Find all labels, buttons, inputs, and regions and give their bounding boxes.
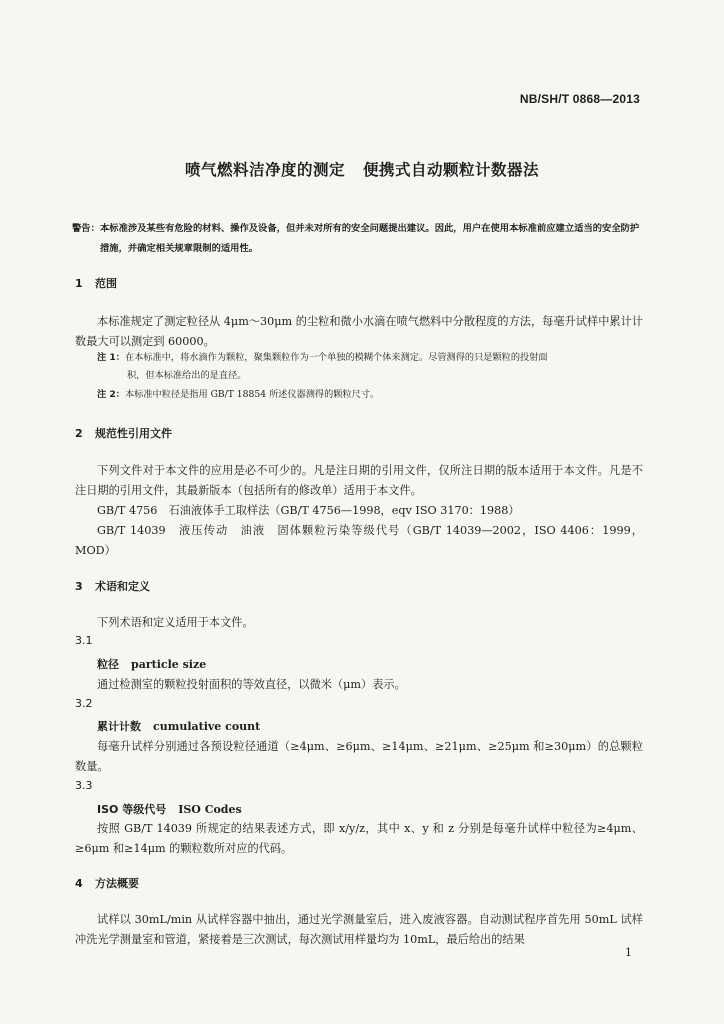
section-2-number: 2 [75,427,83,440]
section-3-title: 术语和定义 [95,580,150,593]
section-2-title: 规范性引用文件 [95,427,172,440]
term-3-2 [97,718,260,734]
section-4-number: 4 [75,877,83,890]
term-3-3-en: ISO Codes [178,803,242,816]
warning-label: 警告： [72,223,100,234]
term-3-2-cn: 累计计数 [97,720,141,733]
note-1-line1: 在本标准中，将水滴作为颗粒，聚集颗粒作为一个单独的模糊个体来测定。尽管测得的只是颗粒的投射面 [124,352,548,363]
section-1-paragraph: 本标准规定了测定粒径从 4μm～30μm 的尘粒和微小水滴在喷气燃料中分散程度的方法，每毫升试样中累计计数最大可以测定到 60000。 [75,315,643,348]
page-number: 1 [625,946,632,959]
term-3-2-en: cumulative count [153,720,261,733]
note-2-label: 注 2： [97,389,125,400]
document-title [0,158,724,180]
section-3-heading [75,578,150,594]
term-3-1-number: 3.1 [75,634,93,647]
term-3-2-definition: 每毫升试样分别通过各预设粒径通道（≥4μm、≥6μm、≥14μm、≥21μm、≥25μm 和≥30μm）的总颗粒数量。 [75,740,643,773]
section-4-heading [75,875,139,891]
section-3-paragraph: 下列术语和定义适用于本文件。 [97,616,254,629]
section-4-paragraph: 试样以 30mL/min 从试样容器中抽出，通过光学测量室后，进入废液容器。自动测试程序首先用 50mL 试样冲洗光学测量室和管道，紧接着是三次测试，每次测试用样量均为 10mL，最后给出的结果 [75,913,643,946]
note-1 [97,349,643,385]
term-3-1-en: particle size [131,658,207,671]
warning-block [72,219,645,259]
warning-text: 本标准涉及某些有危险的材料、操作及设备，但并未对所有的安全问题提出建议。因此，用户在使用本标准前应建立适当的安全防护措施，并确定相关规章限制的适用性。 [100,223,640,254]
reference-1: GB/T 4756 石油液体手工取样法（GB/T 4756—1998，eqv ISO 3170：1988） [97,504,520,517]
term-3-3 [97,801,242,817]
term-3-3-cn: ISO 等级代号 [97,803,167,816]
standard-code: NB/SH/T 0868—2013 [519,92,640,106]
title-main: 喷气燃料洁净度的测定 [184,161,345,179]
note-2 [97,386,643,404]
term-3-1-cn: 粒径 [97,658,119,671]
note-1-line2: 积，但本标准给出的是直径。 [127,370,247,381]
section-4-title: 方法概要 [95,877,139,890]
note-2-text: 本标准中粒径是指用 GB/T 18854 所述仪器测得的颗粒尺寸。 [124,389,380,400]
reference-2: GB/T 14039 液压传动 油液 固体颗粒污染等级代号（GB/T 14039—2002，ISO 4406：1999，MOD） [75,524,643,557]
section-2-heading [75,425,172,441]
title-sub: 便携式自动颗粒计数器法 [363,161,540,179]
note-1-label: 注 1： [97,352,125,363]
section-2-paragraph: 下列文件对于本文件的应用是必不可少的。凡是注日期的引用文件，仅所注日期的版本适用于本文件。凡是不注日期的引用文件，其最新版本（包括所有的修改单）适用于本文件。 [75,464,643,497]
term-3-2-number: 3.2 [75,697,93,710]
section-1-heading [75,275,117,291]
section-3-number: 3 [75,580,83,593]
section-1-number: 1 [75,277,83,290]
term-3-3-number: 3.3 [75,779,93,792]
term-3-1-definition: 通过检测室的颗粒投射面积的等效直径，以微米（μm）表示。 [97,678,406,691]
term-3-1 [97,656,206,672]
term-3-3-definition: 按照 GB/T 14039 所规定的结果表述方式，即 x/y/z，其中 x、y 和 z 分别是每毫升试样中粒径为≥4μm、≥6μm 和≥14μm 的颗粒数所对应的代码。 [75,822,643,855]
section-1-title: 范围 [95,277,117,290]
